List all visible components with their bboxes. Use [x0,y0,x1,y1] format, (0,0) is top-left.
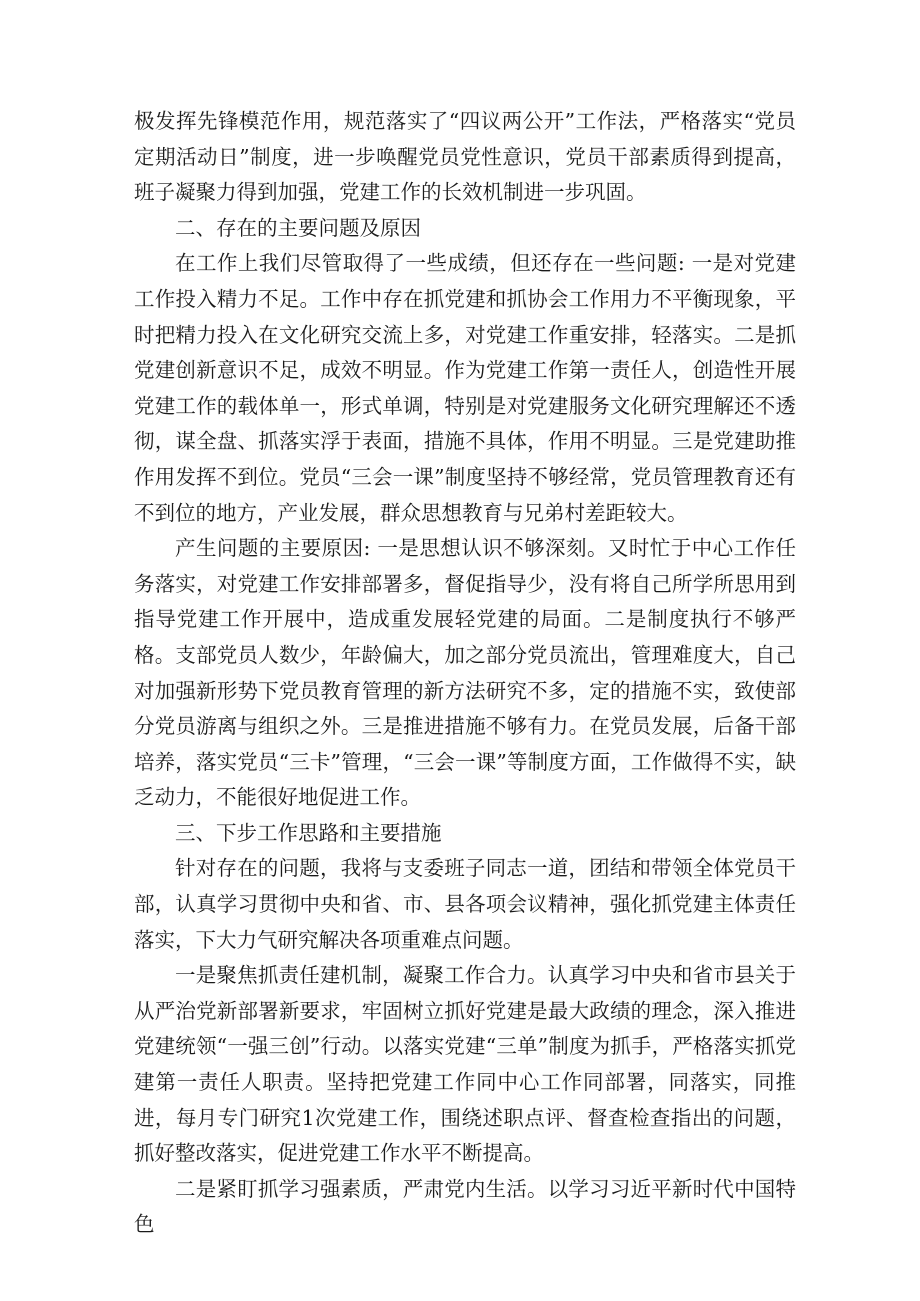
paragraph-problems: 在工作上我们尽管取得了一些成绩，但还存在一些问题: 一是对党建工作投入精力不足。工作中存在抓党建和抓协会工作用力不平衡现象，平时把精力投入在文化研究交流上多，对党建工作重安排，轻落实。二是抓党建创新意识不足，成效不明显。作为党建工作第一责任人，创造性开展党建工作的载体单一，形式单调，特别是对党建服务文化研究理解还不透彻，谋全盘、抓落实浮于表面，措施不具体，作用不明显。三是党建助推作用发挥不到位。党员“三会一课”制度坚持不够经常，党员管理教育还有不到位的地方，产业发展，群众思想教育与兄弟村差距较大。 [134,251,796,525]
document-body [134,104,796,1243]
paragraph-continuation: 极发挥先锋模范作用，规范落实了“四议两公开”工作法，严格落实“党员定期活动日”制度，进一步唤醒党员党性意识，党员干部素质得到提高，班子凝聚力得到加强，党建工作的长效机制进一步巩固。 [134,109,796,205]
paragraph-measure-two: 二是紧盯抓学习强素质，严肃党内生活。以学习习近平新时代中国特色 [134,1176,796,1237]
paragraph-causes: 产生问题的主要原因: 一是思想认识不够深刻。又时忙于中心工作任务落实，对党建工作安排部署多，督促指导少，没有将自己所学所思用到指导党建工作开展中，造成重发展轻党建的局面。二是制度执行不够严格。支部党员人数少，年龄偏大，加之部分党员流出，管理难度大，自己对加强新形势下党员教育管理的新方法研究不多，定的措施不实，致使部分党员游离与组织之外。三是推进措施不够有力。在党员发展，后备干部培养，落实党员“三卡”管理，“三会一课”等制度方面，工作做得不实，缺乏动力，不能很好地促进工作。 [134,536,796,810]
section-heading-next-steps: 三、下步工作思路和主要措施 [175,820,442,845]
paragraph-measure-one: 一是聚焦抓责任建机制，凝聚工作合力。认真学习中央和省市县关于从严治党新部署新要求，牢固树立抓好党建是最大政绩的理念，深入推进党建统领“一强三创”行动。以落实党建“三单”制度为抓手，严格落实抓党建第一责任人职责。坚持把党建工作同中心工作同部署，同落实，同推进，每月专门研究1次党建工作，围绕述职点评、督查检查指出的问题，抓好整改落实，促进党建工作水平不断提高。 [134,963,796,1166]
section-heading-problems: 二、存在的主要问题及原因 [175,215,421,240]
paragraph-next-steps-intro: 针对存在的问题，我将与支委班子同志一道，团结和带领全体党员干部，认真学习贯彻中央和省、市、县各项会议精神，强化抓党建主体责任落实，下大力气研究解决各项重难点问题。 [134,856,796,952]
